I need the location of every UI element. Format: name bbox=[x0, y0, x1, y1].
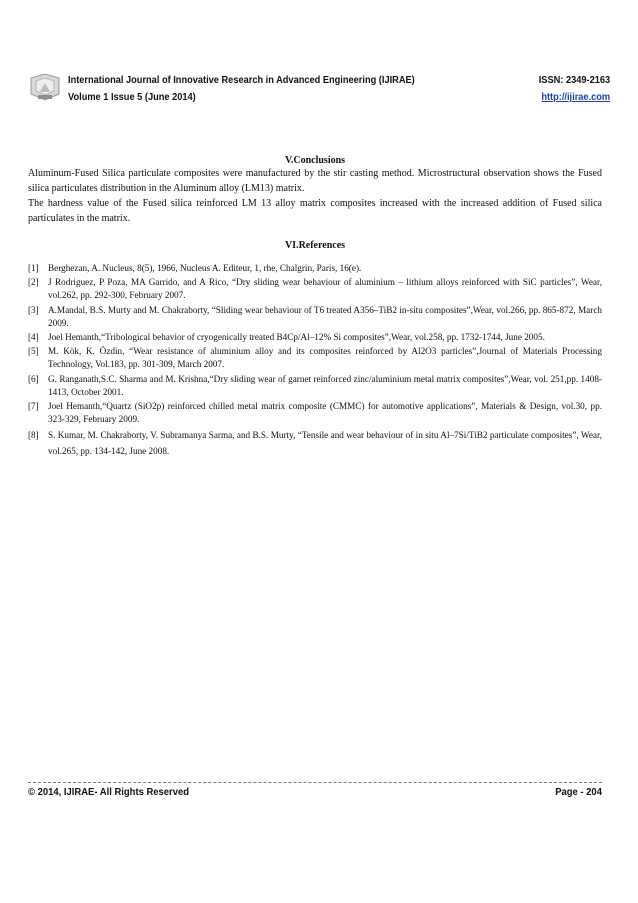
page-header bbox=[28, 70, 610, 108]
reference-item bbox=[28, 304, 602, 330]
footer-divider bbox=[28, 782, 602, 783]
reference-item bbox=[28, 276, 602, 302]
reference-item bbox=[28, 345, 602, 371]
journal-header-text bbox=[68, 72, 415, 106]
reference-item bbox=[28, 262, 602, 275]
journal-issn: ISSN: 2349-2163 bbox=[538, 74, 610, 86]
reference-text: M. Kök, K. Özdin, “Wear resistance of aluminium alloy and its composites reinforced by Al2O3 particles”,Journal of Materials Processing Technology, Vol.183, pp. 301-309, March 2007. bbox=[48, 346, 602, 370]
reference-number: [4] bbox=[28, 332, 39, 343]
footer-page-number: Page - 204 bbox=[555, 786, 602, 798]
reference-number: [3] bbox=[28, 304, 39, 315]
reference-number: [6] bbox=[28, 373, 39, 384]
reference-item bbox=[28, 331, 602, 344]
reference-item bbox=[28, 373, 602, 399]
reference-number: [8] bbox=[28, 430, 39, 441]
references-list bbox=[28, 262, 602, 459]
footer-copyright: © 2014, IJIRAE- All Rights Reserved bbox=[28, 786, 190, 798]
reference-text: S. Kumar, M. Chakraborty, V. Subramanya Sarma, and B.S. Murty, “Tensile and wear behaviour of in situ Al–7Si/TiB2 particulate composites”, Wear, vol.265, pp. 134-142, June 2008. bbox=[48, 430, 602, 457]
reference-number: [7] bbox=[28, 401, 39, 412]
conclusions-paragraph-2: The hardness value of the Fused silica reinforced LM 13 alloy matrix composites increased with the increased addition of Fused silica particulates in the matrix. bbox=[28, 198, 602, 224]
journal-volume: Volume 1 Issue 5 (June 2014) bbox=[68, 91, 196, 103]
reference-text: A.Mandal, B.S. Murty and M. Chakraborty, “Sliding wear behaviour of T6 treated A356–TiB2 in-situ composites”,Wear, vol.266, pp. 865-872, March 2009. bbox=[48, 304, 602, 328]
conclusions-paragraph-1: Aluminum-Fused Silica particulate composites were manufactured by the stir casting method. Microstructural observation shows the Fused silica particulates distribution in the Aluminum alloy (LM13) matrix. bbox=[28, 168, 602, 194]
reference-text: J Rodriguez, P Poza, MA Garrido, and A Rico, “Dry sliding wear behaviour of aluminium – lithium alloys reinforced with SiC particles”, Wear, vol.262, pp. 292-300, February 2007. bbox=[48, 277, 602, 301]
journal-name: International Journal of Innovative Research in Advanced Engineering (IJIRAE) bbox=[68, 74, 415, 86]
reference-text: Joel Hemanth,“Tribological behavior of cryogenically treated B4Cp/Al–12% Si composites”,Wear, vol.258, pp. 1732-1744, June 2005. bbox=[48, 332, 545, 343]
journal-url-link[interactable]: http://ijirae.com bbox=[541, 91, 610, 103]
reference-number: [5] bbox=[28, 346, 39, 357]
reference-number: [1] bbox=[28, 263, 39, 273]
reference-item bbox=[28, 427, 602, 459]
reference-text: G. Ranganath,S.C. Sharma and M. Krishna,“Dry sliding wear of garnet reinforced zinc/aluminium metal matrix composites”,Wear, vol. 251,pp. 1408-1413, October 2001. bbox=[48, 373, 602, 397]
page-content bbox=[28, 155, 602, 460]
references-heading: VI.References bbox=[284, 240, 346, 251]
ijirae-logo bbox=[28, 70, 62, 104]
reference-item bbox=[28, 400, 602, 426]
conclusions-heading: V.Conclusions bbox=[284, 155, 346, 166]
reference-text: Joel Hemanth,“Quartz (SiO2p) reinforced chilled metal matrix composite (CMMC) for automotive applications”, Materials & Design, vol.30, pp. 323-329, February 2009. bbox=[48, 401, 602, 425]
journal-header-right bbox=[539, 72, 610, 106]
reference-text: Berghezan, A. Nucleus, 8(5), 1966, Nucleus A. Editeur, 1, rhe, Chalgrin, Paris, 16(e). bbox=[48, 263, 362, 273]
reference-number: [2] bbox=[28, 277, 39, 288]
